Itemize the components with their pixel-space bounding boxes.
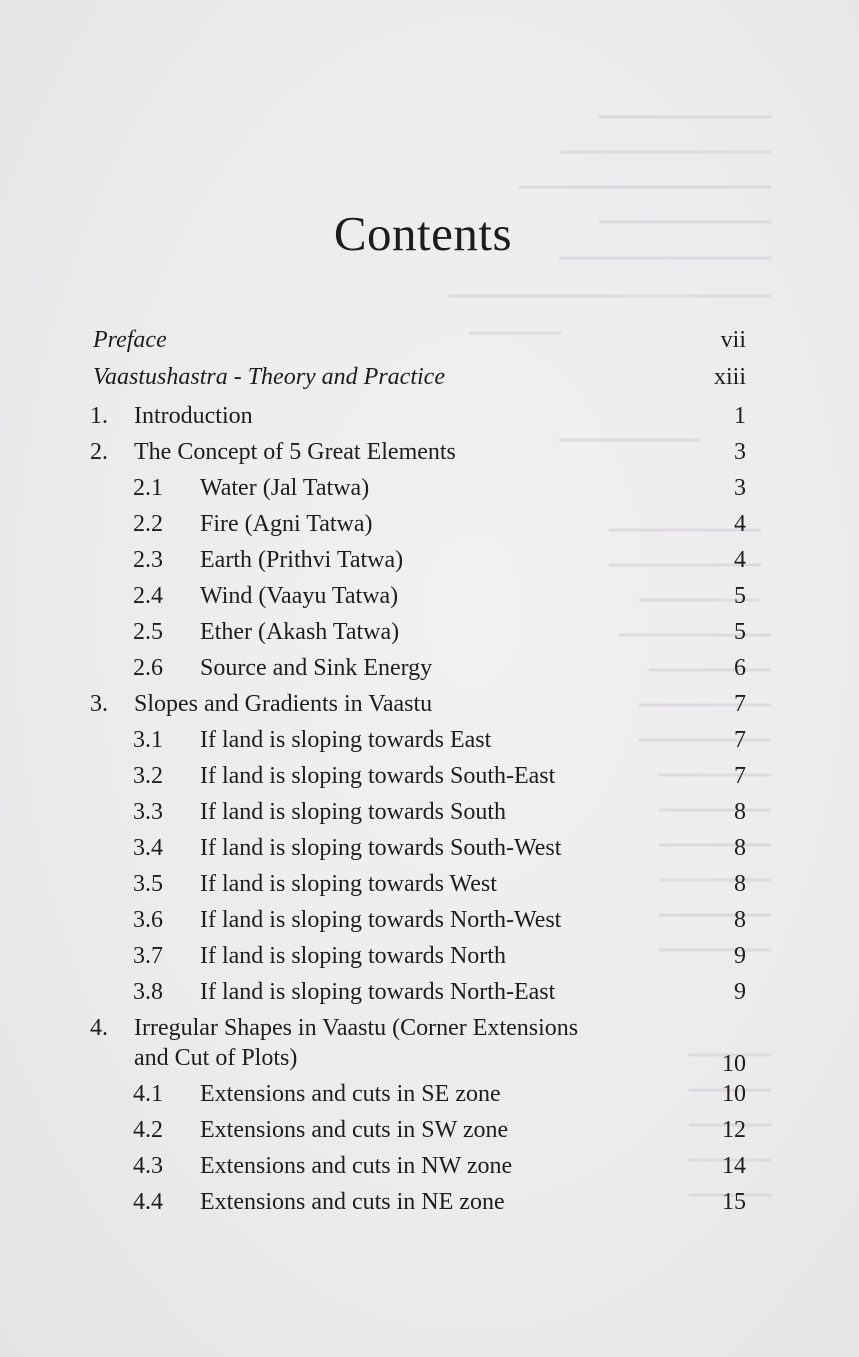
toc-entry-title: Extensions and cuts in NE zone xyxy=(200,1189,505,1215)
toc-entry-title: If land is sloping towards South-East xyxy=(200,763,556,789)
toc-entry-theory-and-practice[interactable] xyxy=(90,359,750,395)
toc-section-2-1[interactable] xyxy=(90,470,750,506)
toc-entry-page: 4 xyxy=(734,547,746,573)
toc-entry-page: 5 xyxy=(734,619,746,645)
toc-entry-number: 4.3 xyxy=(133,1153,163,1179)
toc-entry-title: Extensions and cuts in SW zone xyxy=(200,1117,509,1143)
toc-entry-title: If land is sloping towards North xyxy=(200,943,506,969)
toc-chapter-1[interactable] xyxy=(90,398,750,434)
toc-entry-number: 3.3 xyxy=(133,799,163,825)
toc-section-3-1[interactable] xyxy=(90,722,750,758)
toc-entry-number: 1. xyxy=(90,403,108,429)
page-title: Contents xyxy=(333,206,513,261)
toc-entry-title: Water (Jal Tatwa) xyxy=(200,475,370,501)
toc-entry-number: 3.1 xyxy=(133,727,163,753)
toc-section-4-3[interactable] xyxy=(90,1148,750,1184)
toc-section-2-2[interactable] xyxy=(90,506,750,542)
toc-entry-page: xiii xyxy=(713,364,746,390)
toc-section-3-4[interactable] xyxy=(90,830,750,866)
toc-section-3-2[interactable] xyxy=(90,758,750,794)
toc-section-2-5[interactable] xyxy=(90,614,750,650)
toc-entry-page: 9 xyxy=(734,979,746,1005)
toc-section-3-6[interactable] xyxy=(90,902,750,938)
toc-entry-title: and Cut of Plots) xyxy=(134,1045,298,1071)
toc-section-2-3[interactable] xyxy=(90,542,750,578)
toc-entry-number: 2. xyxy=(90,439,108,465)
toc-entry-preface[interactable] xyxy=(90,322,750,358)
toc-chapter-3[interactable] xyxy=(90,686,750,722)
toc-entry-title: Vaastushastra - Theory and Practice xyxy=(93,364,445,390)
toc-entry-page: 6 xyxy=(734,655,746,681)
toc-chapter-4-continued[interactable] xyxy=(90,1040,750,1076)
toc-entry-page: 7 xyxy=(734,691,746,717)
toc-entry-page: 3 xyxy=(734,475,746,501)
toc-section-4-4[interactable] xyxy=(90,1184,750,1220)
toc-entry-number: 2.5 xyxy=(133,619,163,645)
toc-entry-number: 3.6 xyxy=(133,907,163,933)
toc-entry-title: Slopes and Gradients in Vaastu xyxy=(134,691,433,717)
toc-entry-title: Wind (Vaayu Tatwa) xyxy=(200,583,399,609)
toc-section-2-6[interactable] xyxy=(90,650,750,686)
toc-entry-number: 3. xyxy=(90,691,108,717)
toc-entry-title: Fire (Agni Tatwa) xyxy=(200,511,373,537)
toc-section-3-8[interactable] xyxy=(90,974,750,1010)
toc-entry-number: 2.3 xyxy=(133,547,163,573)
toc-entry-title: Ether (Akash Tatwa) xyxy=(200,619,400,645)
toc-entry-page: 15 xyxy=(722,1189,746,1215)
toc-entry-title: Extensions and cuts in NW zone xyxy=(200,1153,513,1179)
toc-entry-title: If land is sloping towards East xyxy=(200,727,492,753)
toc-section-3-3[interactable] xyxy=(90,794,750,830)
toc-section-4-1[interactable] xyxy=(90,1076,750,1112)
toc-entry-title: If land is sloping towards North-West xyxy=(200,907,562,933)
toc-entry-page: 8 xyxy=(734,799,746,825)
toc-entry-title: Preface xyxy=(93,327,167,353)
toc-section-3-7[interactable] xyxy=(90,938,750,974)
toc-entry-page: 1 xyxy=(734,403,746,429)
toc-entry-page: 7 xyxy=(734,727,746,753)
toc-entry-title: Source and Sink Energy xyxy=(200,655,433,681)
toc-entry-number: 4.4 xyxy=(133,1189,163,1215)
toc-entry-number: 3.7 xyxy=(133,943,163,969)
toc-entry-page: 9 xyxy=(734,943,746,969)
toc-entry-number: 2.4 xyxy=(133,583,163,609)
toc-entry-page: 3 xyxy=(734,439,746,465)
toc-entry-number: 3.8 xyxy=(133,979,163,1005)
toc-entry-page: 8 xyxy=(734,871,746,897)
toc-entry-title: If land is sloping towards South-West xyxy=(200,835,562,861)
toc-entry-number: 4. xyxy=(90,1015,108,1041)
toc-entry-page: 7 xyxy=(734,763,746,789)
toc-entry-number: 4.1 xyxy=(133,1081,163,1107)
toc-entry-number: 3.2 xyxy=(133,763,163,789)
toc-entry-title: Earth (Prithvi Tatwa) xyxy=(200,547,404,573)
toc-entry-page: 8 xyxy=(734,835,746,861)
toc-entry-page: 8 xyxy=(734,907,746,933)
toc-entry-page: 14 xyxy=(722,1153,746,1179)
toc-section-4-2[interactable] xyxy=(90,1112,750,1148)
toc-section-2-4[interactable] xyxy=(90,578,750,614)
toc-entry-page: vii xyxy=(720,327,746,353)
toc-entry-page: 12 xyxy=(722,1117,746,1143)
toc-entry-number: 2.1 xyxy=(133,475,163,501)
toc-entry-number: 3.4 xyxy=(133,835,163,861)
toc-entry-title: If land is sloping towards North-East xyxy=(200,979,556,1005)
toc-entry-page: 4 xyxy=(734,511,746,537)
toc-entry-title: The Concept of 5 Great Elements xyxy=(134,439,456,465)
toc-entry-page: 10 xyxy=(722,1051,746,1077)
toc-entry-title: Extensions and cuts in SE zone xyxy=(200,1081,501,1107)
toc-entry-page: 10 xyxy=(722,1081,746,1107)
toc-entry-page: 5 xyxy=(734,583,746,609)
toc-entry-number: 2.2 xyxy=(133,511,163,537)
toc-entry-number: 4.2 xyxy=(133,1117,163,1143)
toc-chapter-2[interactable] xyxy=(90,434,750,470)
toc-entry-number: 3.5 xyxy=(133,871,163,897)
toc-entry-title: Irregular Shapes in Vaastu (Corner Extensions xyxy=(134,1015,579,1041)
toc-section-3-5[interactable] xyxy=(90,866,750,902)
toc-entry-title: If land is sloping towards South xyxy=(200,799,506,825)
toc-entry-number: 2.6 xyxy=(133,655,163,681)
toc-entry-title: If land is sloping towards West xyxy=(200,871,497,897)
toc-entry-title: Introduction xyxy=(134,403,253,429)
